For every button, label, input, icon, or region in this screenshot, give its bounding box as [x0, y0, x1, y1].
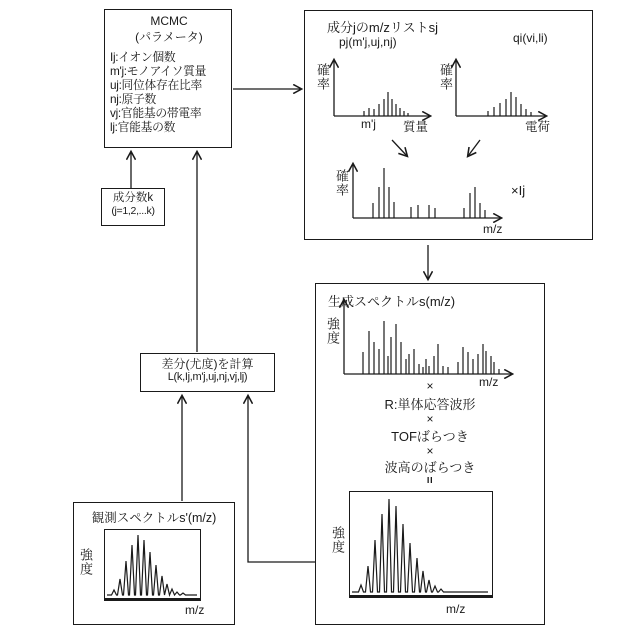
mcmc-param: m'j:モノアイソ質量: [110, 64, 207, 78]
pj-function-label: pj(m'j,uj,nj): [339, 35, 397, 49]
combined-mz-chart: [345, 154, 503, 226]
mz-list-title: 成分jのm/zリストsj: [327, 20, 438, 35]
qi-probability-chart: [448, 52, 548, 124]
generated-yaxis-label: 強度: [325, 317, 340, 345]
convolved-spectrum-frame: [349, 491, 493, 598]
mcmc-param: vj:官能基の帯電率: [110, 106, 202, 120]
observed-yaxis-label: 強度: [78, 548, 93, 576]
arrow-generated-to-likelihood: [248, 396, 315, 562]
pj-yaxis-label: 確率: [315, 63, 330, 91]
mcmc-parameter-box: [104, 9, 232, 148]
observed-spectrum-title: 観測スペクトルs'(m/z): [91, 511, 217, 525]
component-count-line2: (j=1,2,...k): [111, 205, 155, 217]
times-ij-label: ×Ij: [511, 183, 526, 198]
tof-variation-label: TOFばらつき: [391, 429, 469, 444]
qi-function-label: qi(vi,li): [513, 31, 548, 45]
convolved-spectrum-chart: [350, 492, 490, 594]
pj-mass-tick-label: m'j: [361, 117, 376, 131]
observed-xaxis-label: m/z: [185, 603, 205, 617]
pj-xaxis-label: 質量: [403, 120, 429, 134]
mcmc-param: nj:原子数: [110, 92, 157, 106]
qi-yaxis-label: 確率: [438, 63, 453, 91]
combined-yaxis-label: 確率: [334, 169, 349, 197]
likelihood-line1: 差分(尤度)を計算: [161, 357, 254, 371]
response-waveform-label: R:単体応答波形: [384, 397, 476, 412]
component-count-box: [101, 188, 165, 226]
mcmc-title: MCMC: [150, 14, 188, 28]
generated-spectrum-box: [315, 283, 545, 625]
times-operator: ×: [426, 379, 434, 393]
component-count-line1: 成分数k: [112, 192, 154, 204]
mz-list-box: [304, 10, 593, 240]
likelihood-box: [140, 353, 275, 392]
likelihood-line2: L(k,Ij,m'j,uj,nj,vj,lj): [167, 371, 248, 383]
mcmc-subtitle: (パラメータ): [135, 30, 203, 44]
mcmc-param: lj:官能基の数: [110, 120, 176, 134]
observed-spectrum-frame: [104, 529, 201, 601]
generated-xaxis-label: m/z: [479, 375, 499, 389]
observed-spectrum-chart: [105, 530, 199, 597]
generated-spectrum-title: 生成スペクトルs(m/z): [328, 294, 456, 309]
pulse-height-variation-label: 波高のばらつき: [384, 460, 476, 475]
equals-operator: =: [422, 476, 437, 484]
mcmc-param: Ij:イオン個数: [110, 50, 176, 64]
combined-xaxis-label: m/z: [483, 222, 503, 236]
result-xaxis-label: m/z: [446, 602, 466, 616]
pj-probability-chart: [326, 52, 432, 124]
qi-xaxis-label: 電荷: [525, 120, 551, 134]
result-yaxis-label: 強度: [330, 526, 345, 554]
times-operator: ×: [426, 444, 434, 458]
observed-spectrum-box: [73, 502, 235, 625]
mcmc-param: uj:同位体存在比率: [110, 78, 203, 92]
generated-spectrum-chart: [336, 294, 514, 382]
times-operator: ×: [426, 412, 434, 426]
